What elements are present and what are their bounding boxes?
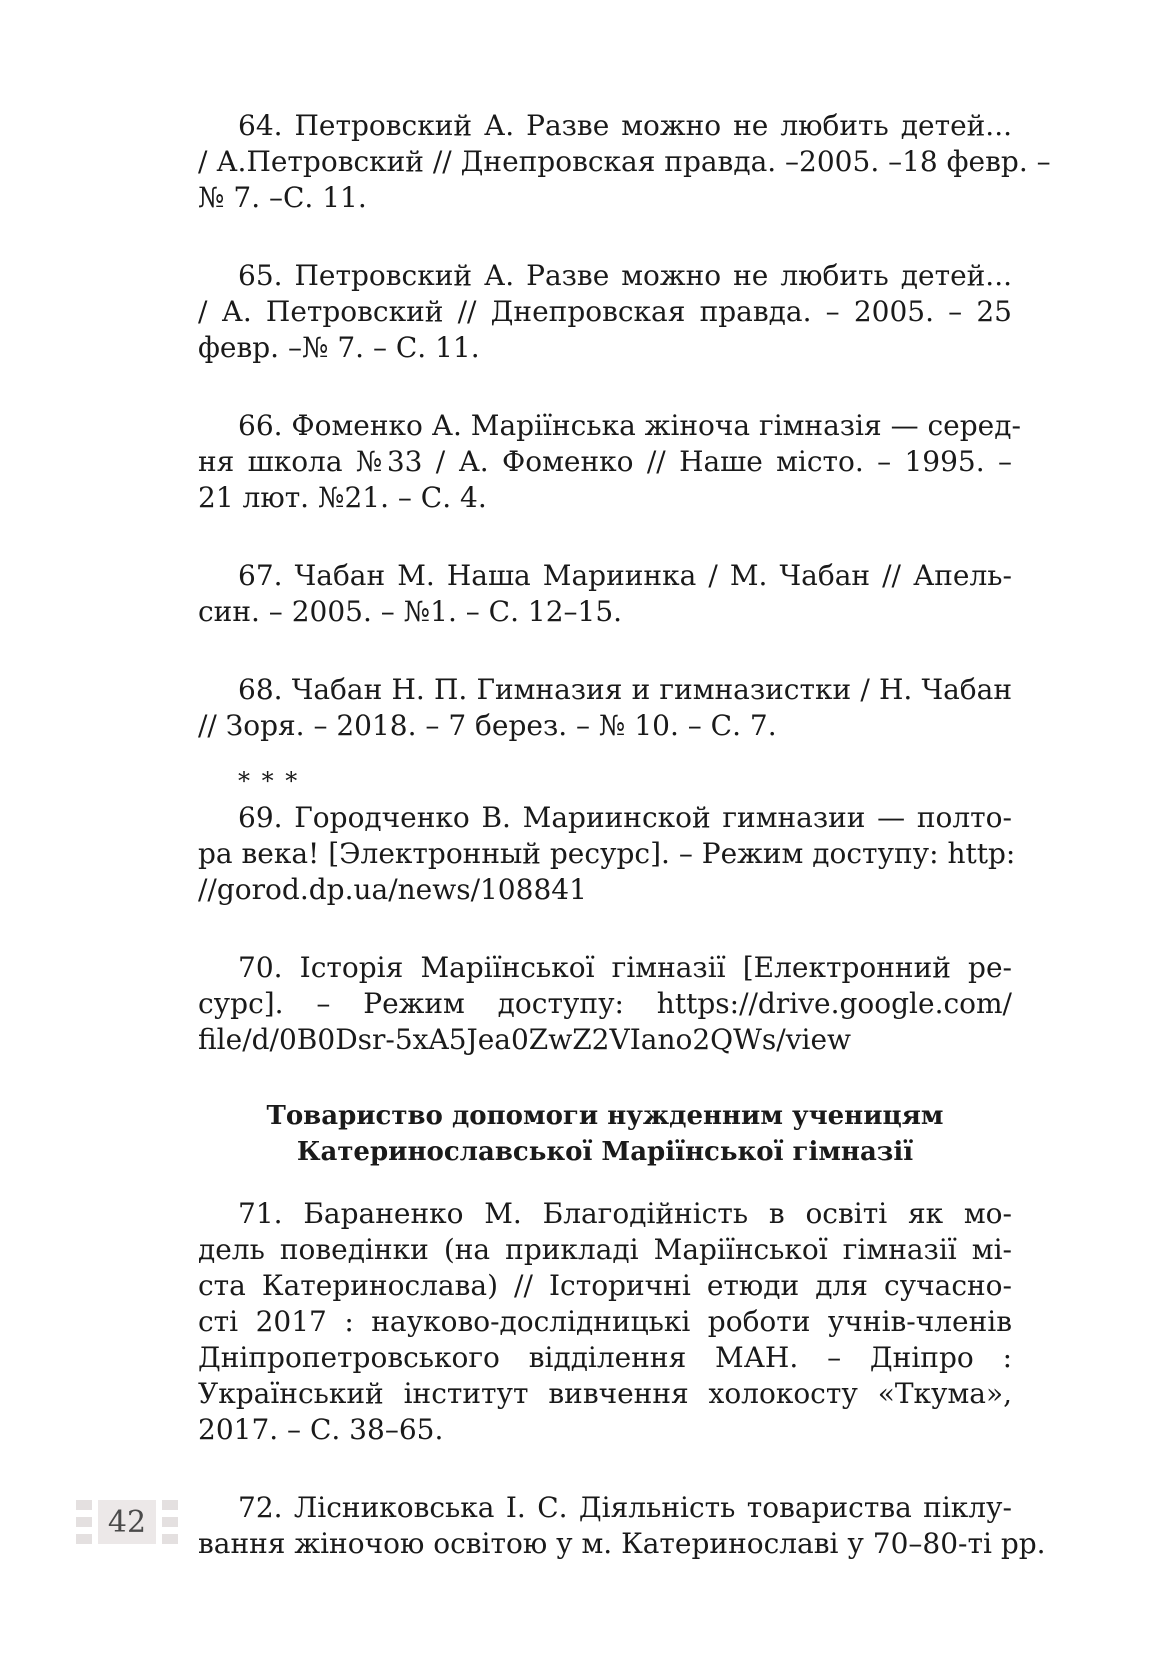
section-heading-line-2: Катеринославської Маріїнської гімназії <box>296 1137 914 1167</box>
bibliography-entry-71 <box>198 1196 1012 1448</box>
entry-line: //gorod.dp.ua/news/108841 <box>198 873 587 906</box>
section-heading <box>198 1098 1012 1170</box>
bibliography-list-bottom <box>198 1196 1046 1562</box>
entry-line: 67. Чабан М. Наша Мариинка / М. Чабан // Апель- <box>238 559 1012 592</box>
entry-line: 72. Лісниковська І. С. Діяльність товариства піклу- <box>238 1491 1012 1524</box>
entry-line: 69. Городченко В. Мариинской гимназии — полто- <box>238 801 1012 834</box>
entry-line: 68. Чабан Н. П. Гимназия и гимназистки / Н. Чабан <box>238 673 1012 706</box>
entry-line: 2017. – С. 38–65. <box>198 1413 444 1446</box>
page-number-block <box>76 1500 178 1544</box>
page-number-ornament-right <box>162 1500 178 1544</box>
entry-line: ня школа №33 / А. Фоменко // Наше місто. – 1995. – <box>198 445 1012 478</box>
entry-line: 70. Історія Маріїнської гімназії [Електронний ре- <box>238 951 1012 984</box>
entry-line: № 7. –С. 11. <box>198 181 367 214</box>
bibliography-entry-66 <box>198 408 1021 516</box>
bibliography-list-top <box>198 108 1051 744</box>
entry-line: 65. Петровский А. Разве можно не любить детей... <box>238 259 1012 292</box>
bibliography-content <box>198 108 1051 1604</box>
entry-line: февр. –№ 7. – С. 11. <box>198 331 480 364</box>
bibliography-list-middle <box>198 800 1016 1058</box>
bibliography-entry-68 <box>198 672 1012 744</box>
bibliography-entry-65 <box>198 258 1012 366</box>
entry-line: file/d/0B0Dsr-5xA5Jea0ZwZ2VIano2QWs/view <box>198 1023 852 1056</box>
entry-line: 71. Бараненко М. Благодійність в освіті як мо- <box>238 1197 1012 1230</box>
section-heading-line-1: Товариство допомоги нужденним ученицям <box>266 1101 944 1131</box>
page-number-box <box>98 1500 156 1544</box>
entry-line: ра века! [Электронный ресурс]. – Режим доступу: http: <box>198 837 1016 870</box>
entry-line: дель поведінки (на прикладі Маріїнської гімназії мі- <box>198 1233 1012 1266</box>
page-number-ornament-left <box>76 1500 92 1544</box>
entry-line: 66. Фоменко А. Маріїнська жіноча гімназія — серед- <box>238 409 1021 442</box>
page-number: 42 <box>107 1504 147 1540</box>
entry-line: сті 2017 : науково-дослідницькі роботи учнів-членів <box>198 1305 1012 1338</box>
bibliography-entry-64 <box>198 108 1051 216</box>
bibliography-entry-72 <box>198 1490 1046 1562</box>
entry-line: Український інститут вивчення холокосту «Ткума», <box>198 1377 1012 1410</box>
entry-line: / А.Петровский // Днепровская правда. –2005. –18 февр. – <box>198 145 1051 178</box>
bibliography-entry-69 <box>198 800 1016 908</box>
entry-line: 64. Петровский А. Разве можно не любить детей... <box>238 109 1012 142</box>
bibliography-entry-70 <box>198 950 1012 1058</box>
entry-line: Дніпропетровського відділення МАН. – Дніпро : <box>198 1341 1012 1374</box>
entry-line: син. – 2005. – №1. – С. 12–15. <box>198 595 623 628</box>
entry-line: 21 лют. №21. – С. 4. <box>198 481 487 514</box>
entry-line: / А. Петровский // Днепровская правда. – 2005. – 25 <box>198 295 1012 328</box>
entry-line: сурс]. – Режим доступу: https://drive.google.com/ <box>198 987 1012 1020</box>
section-separator: * * * <box>238 767 300 795</box>
entry-line: вання жіночою освітою у м. Катеринославі у 70–80-ті рр. <box>198 1527 1046 1560</box>
bibliography-entry-67 <box>198 558 1012 630</box>
entry-line: ста Катеринослава) // Історичні етюди для сучасно- <box>198 1269 1012 1302</box>
entry-line: // Зоря. – 2018. – 7 берез. – № 10. – С. 7. <box>198 709 777 742</box>
